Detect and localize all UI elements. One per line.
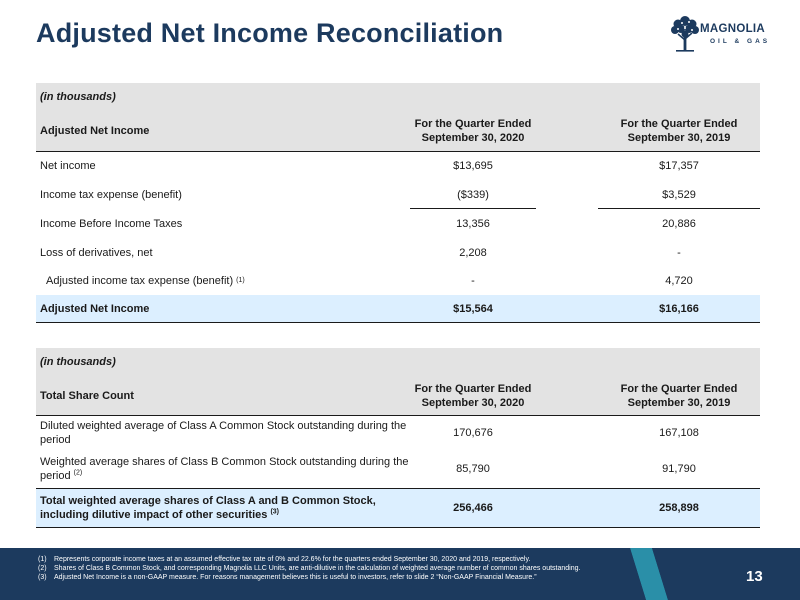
table-bottom-border	[36, 322, 760, 323]
table-row	[36, 238, 760, 267]
row-value-2020: -	[471, 275, 475, 287]
table-row	[36, 415, 760, 451]
total-value-2020: $15,564	[453, 302, 493, 315]
row-value-2020: 13,356	[456, 217, 490, 230]
table-units-row	[36, 83, 760, 111]
table-header-row	[36, 111, 760, 151]
slide-footer	[0, 548, 800, 600]
footnote-item	[38, 555, 628, 564]
table-row	[36, 267, 760, 295]
table-units-row	[36, 348, 760, 376]
page-number: 13	[746, 568, 763, 585]
page-title: Adjusted Net Income Reconciliation	[36, 18, 504, 48]
row-value-2020: 170,676	[453, 427, 493, 439]
row-value-2019: $17,357	[659, 159, 699, 172]
total-label-text: Total weighted average shares of Class A and B Common Stock, including dilutive impact of other securities	[40, 495, 376, 521]
table-row	[36, 451, 760, 487]
table-row	[36, 180, 760, 209]
row-label: Income tax expense (benefit)	[40, 188, 182, 201]
header-col-2020: For the Quarter Ended September 30, 2020	[414, 382, 532, 409]
row-value-2020: ($339)	[457, 188, 489, 201]
slide-header	[0, 0, 800, 68]
units-label: (in thousands)	[40, 356, 116, 368]
footnote-ref: (3)	[270, 508, 279, 516]
row-value-2020: $13,695	[453, 159, 493, 172]
row-label	[40, 451, 410, 487]
table-total-row	[36, 295, 760, 322]
row-value-2020: 2,208	[459, 246, 487, 259]
row-label: Adjusted income tax expense (benefit) (1)	[46, 275, 245, 287]
footnote-item	[38, 573, 628, 582]
logo-wordmark: MAGNOLIA	[700, 23, 766, 35]
footnote-ref: (2)	[73, 469, 83, 477]
table-row	[36, 151, 760, 180]
header-col-2020: For the Quarter Ended September 30, 2020	[414, 118, 532, 144]
total-label: Adjusted Net Income	[40, 302, 150, 315]
row-value-2019: -	[677, 246, 681, 259]
logo-subtitle: OIL & GAS	[710, 38, 771, 45]
total-value-2019: 258,898	[659, 502, 699, 514]
table-bottom-border	[36, 527, 760, 528]
row-value-2020: 85,790	[456, 463, 490, 475]
footnote-text: Represents corporate income taxes at an assumed effective tax rate of 0% and 22.6% for the quarters ended September 30, 2020 and 2019, respectively.	[54, 556, 531, 563]
units-label: (in thousands)	[40, 91, 116, 103]
total-value-2019: $16,166	[659, 302, 699, 315]
row-label-text: Adjusted income tax expense (benefit)	[46, 275, 234, 287]
row-value-2019: 167,108	[659, 427, 699, 439]
row-value-2019: 20,886	[662, 217, 696, 230]
header-label: Total Share Count	[40, 389, 134, 402]
table-total-row	[36, 489, 760, 527]
company-logo	[668, 12, 772, 54]
row-label: Net income	[40, 159, 96, 172]
total-share-count-table	[36, 348, 760, 530]
footnotes	[38, 555, 628, 582]
row-label-text: Weighted average shares of Class B Common Stock outstanding during the period	[40, 456, 409, 482]
row-label: Loss of derivatives, net	[40, 246, 153, 259]
header-col-2019: For the Quarter Ended September 30, 2019	[620, 382, 738, 409]
row-value-2019: 4,720	[665, 275, 693, 287]
magnolia-tree-icon	[668, 12, 702, 54]
footnote-item	[38, 564, 628, 573]
footnote-text: Adjusted Net Income is a non-GAAP measure. For reasons management believes this is useful to investors, refer to slide 2 “Non-GAAP Financial Measure.”	[54, 574, 537, 581]
row-label-text: Diluted weighted average of Class A Common Stock outstanding during the period	[40, 420, 407, 446]
footnote-number: (3)	[38, 574, 47, 581]
table-header-row	[36, 376, 760, 415]
row-value-2019: $3,529	[662, 188, 696, 201]
total-label	[40, 489, 410, 527]
footnote-text: Shares of Class B Common Stock, and corresponding Magnolia LLC Units, are anti-dilutive in the calculation of weighted average number of common shares outstanding.	[54, 565, 581, 572]
total-value-2020: 256,466	[453, 502, 493, 514]
table-row	[36, 209, 760, 238]
header-col-2019: For the Quarter Ended September 30, 2019	[620, 118, 738, 144]
row-label: Income Before Income Taxes	[40, 217, 183, 230]
footnote-number: (2)	[38, 565, 47, 572]
footnote-number: (1)	[38, 556, 47, 563]
row-label	[40, 415, 410, 451]
row-value-2019: 91,790	[662, 463, 696, 475]
adjusted-net-income-table	[36, 83, 760, 323]
header-label: Adjusted Net Income	[40, 125, 150, 137]
